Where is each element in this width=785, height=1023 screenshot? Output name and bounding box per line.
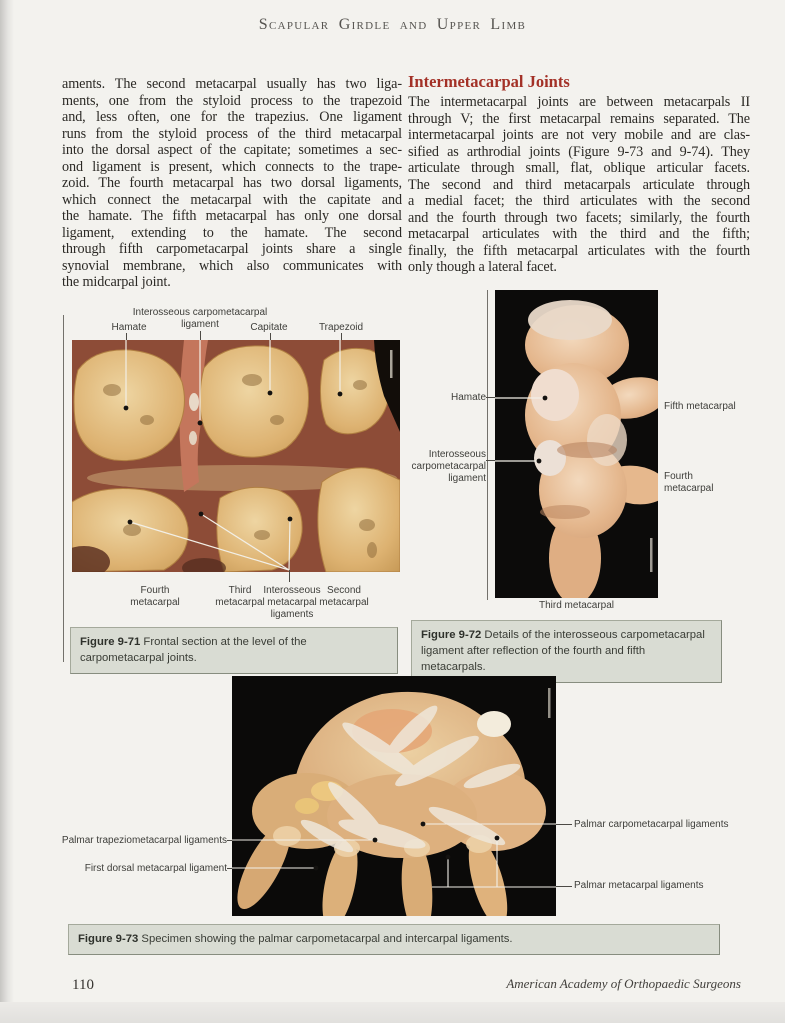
leader-line [227,840,232,841]
text-line: and the fourth through two facets; similarly, the fourth [408,209,750,226]
leader-line [556,824,572,825]
fig71-label-third-metacarpal: Third metacarpal [215,585,265,608]
text-line: ligament, extending to the hamate. The second [62,224,402,241]
leader-line [126,333,127,340]
leader-line [486,460,495,461]
copyright-strip [390,350,393,378]
text-line: a medial facet; the third articulates with the second [408,193,750,209]
text-line: the hamate. The fifth metacarpal has only one dorsal [62,208,402,224]
text-line: articulate through small, flat, oblique articular facets. [408,160,750,176]
hamate-facet [531,369,579,421]
fig72-caption [411,620,722,683]
text-line: The second and third metacarpals articulate through [408,176,750,193]
page-number: 110 [72,977,94,993]
fig72-caption-text: Details of the interosseous carpometacarpal ligament after reflection of the fourth and fifth metacarpals. [421,629,705,674]
fig71-specimen-art [72,340,400,572]
fig72-photo [495,290,658,598]
text-line: The intermetacarpal joints are between metacarpals II [408,94,750,110]
fig71-label-hamate: Hamate [111,322,147,333]
fig72-label-fifth-metacarpal: Fifth metacarpal [664,401,736,412]
text-line: metacarpal articulates with the third and the fifth; [408,226,750,242]
fig71-caption-number: Figure 9-71 [80,636,141,648]
running-header: Scapular Girdle and Upper Limb [258,16,527,33]
cartilage-knob [477,711,511,737]
fig72-caption-number: Figure 9-72 [421,629,482,641]
fig72-label-interosseous-cmc-ligament: Interosseous carpometacarpal ligament [411,449,486,484]
text-line: ond ligament is present, which connects to the trape- [62,158,402,175]
fig72-label-third-metacarpal: Third metacarpal [538,600,615,611]
figure-left-rule [63,315,64,662]
fig71-photo [72,340,400,572]
capitate-bone [200,346,309,457]
right-text-column [408,94,750,276]
text-line: zoid. The fourth metacarpal has two dorsal ligaments, [62,175,402,191]
fig73-photo [232,676,556,916]
publisher-credit: American Academy of Orthopaedic Surgeons [506,976,741,991]
copyright-strip [650,538,653,572]
leader-line [289,570,290,582]
text-line: synovial membrane, which also communicates with [62,257,402,274]
figure-left-rule [487,290,488,600]
copyright-strip [548,688,551,718]
text-line: finally, the fifth metacarpal articulates with the fourth [408,242,750,259]
fig71-label-trapezoid: Trapezoid [318,322,364,333]
fig71-label-capitate: Capitate [250,322,288,333]
text-line: only though a lateral facet. [408,259,557,275]
text-line: which connect the metacarpal with the capitate and [62,191,402,208]
fig73-caption [68,924,720,955]
text-line: into the dorsal aspect of the capitate; sometimes a sec- [62,142,402,158]
text-line: through V; the first metacarpal remains separated. The [408,110,750,127]
interosseous-ligament [534,440,566,476]
text-line: the midcarpal joint. [62,274,171,290]
fig71-caption-text: Frontal section at the level of the carpometacarpal joints. [80,636,307,665]
fig73-label-palmar-mc-ligaments: Palmar metacarpal ligaments [574,880,704,891]
text-line: through fifth carpometacarpal joints share a single [62,241,402,257]
text-line: and, less often, one for the trapezius. One ligament [62,109,402,125]
fig72-specimen-art [495,290,658,598]
scan-bottom-shadow [0,1002,785,1023]
text-line: ments, one from the styloid process to the trapezoid [62,92,402,109]
text-line: sified as arthrodial joints (Figure 9-73 and 9-74). They [408,143,750,160]
fig73-caption-text: Specimen showing the palmar carpometacarpal and intercarpal ligaments. [141,933,513,945]
fig72-label-hamate: Hamate [450,392,486,403]
leader-line [227,868,232,869]
fig71-label-second-metacarpal: Second metacarpal [319,585,369,608]
text-line: intermetacarpal joints are not very mobile and are clas- [408,127,750,143]
left-text-column [62,76,402,291]
leader-line [270,333,271,340]
scan-edge-shadow [0,0,14,1023]
leader-line [556,886,572,887]
leader-line [486,397,495,398]
fig73-label-palmar-cmc-ligaments: Palmar carpometacarpal ligaments [574,819,729,830]
leader-line [341,333,342,340]
fig73-specimen-art [232,676,556,916]
fig71-caption [70,627,398,674]
text-line: runs from the styloid process of the third metacarpal [62,125,402,142]
fig72-label-fourth-metacarpal: Fourth metacarpal [664,471,714,494]
leader-line [200,331,201,340]
fig71-label-interosseous-cmc-ligament: Interosseous carpometacarpal ligament [132,307,268,330]
fig73-label-first-dorsal-mc-ligament: First dorsal metacarpal ligament [84,863,227,874]
fig73-caption-number: Figure 9-73 [78,933,139,945]
text-line: aments. The second metacarpal usually has two liga- [62,76,402,92]
fig71-label-fourth-metacarpal: Fourth metacarpal [130,585,180,608]
section-heading: Intermetacarpal Joints [408,72,570,91]
fig73-label-palmar-trapeziometacarpal: Palmar trapeziometacarpal ligaments [61,835,227,846]
hamate-bone [74,350,184,461]
fig71-label-interosseous-mc-ligaments: Interosseous metacarpal ligaments [263,585,321,620]
